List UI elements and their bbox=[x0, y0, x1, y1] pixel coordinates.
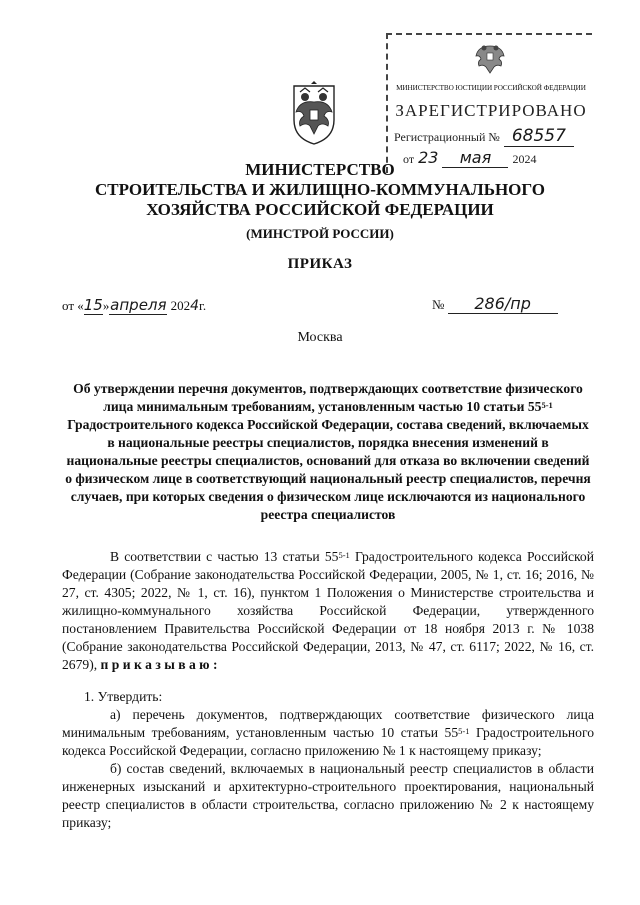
document-type: ПРИКАЗ bbox=[287, 256, 353, 272]
order-date-day: 15 bbox=[83, 296, 103, 314]
order-date-year-hand: 4 bbox=[190, 298, 200, 314]
coat-of-arms-emblem bbox=[286, 80, 342, 146]
order-number-value: 286/пр bbox=[448, 294, 558, 314]
preamble-part1: В соответствии с частью 13 статьи 55 bbox=[110, 549, 339, 564]
order-subject bbox=[62, 380, 594, 524]
ministry-short-name: (МИНСТРОЙ РОССИИ) bbox=[246, 226, 394, 241]
subject-part2: Градостроительного кодекса Российской Федерации, состава сведений, включаемых в национальные реестры специалистов, порядка внесения изменений в национальные реестры специалистов, оснований для отказа во включении сведений о физическом лице в соответствующий национальный реестр специалистов, перечня случаев, при которых сведения о физическом лице исключаются из национального реестра специалистов bbox=[65, 417, 591, 522]
item-approve: 1. Утвердить: bbox=[84, 689, 163, 704]
order-date bbox=[62, 296, 206, 315]
stamp-registration-number bbox=[394, 126, 594, 147]
order-preamble bbox=[62, 548, 594, 674]
ministry-title bbox=[40, 160, 600, 220]
stamp-number-label: Регистрационный № bbox=[394, 130, 500, 144]
stamp-registered-label: ЗАРЕГИСТРИРОВАНО bbox=[395, 101, 587, 120]
stamp-number-value: 68557 bbox=[504, 126, 574, 147]
item-a-sup: 5-1 bbox=[458, 726, 470, 736]
stamp-ministry-name: МИНИСТЕРСТВО ЮСТИЦИИ РОССИЙСКОЙ ФЕДЕРАЦИИ bbox=[396, 84, 586, 92]
stamp-date-year: 2024 bbox=[512, 152, 537, 166]
preamble-part2: Градостроительного кодекса Российской Федерации (Собрание законодательства Российской Федерации, 2005, № 1, ст. 16; 2016, № 27, ст. 4305; 2022, № 1, ст. 16), пунктом 1 Положения о Министерстве строительства и жилищно-коммунального хозяйства Российской Федерации, утвержденного постановлением Правительства Российской Федерации от 18 ноября 2013 г. № 1038 (Собрание законодательства Российской Федерации, 2013, № 47, ст. 6117; 2022, № 16, ст. 2679), bbox=[62, 549, 594, 672]
order-items bbox=[62, 688, 594, 832]
item-b: б) состав сведений, включаемых в национальный реестр специалистов в области инженерных изысканий и архитектурно-строительного проектирования, национальный реестр специалистов в области строительства, согласно приложению № 2 к настоящему приказу; bbox=[62, 761, 594, 830]
ministry-title-line2: СТРОИТЕЛЬСТВА И ЖИЛИЩНО-КОММУНАЛЬНОГО bbox=[94, 180, 546, 199]
order-date-suffix: г. bbox=[199, 298, 207, 313]
order-number-prefix: № bbox=[432, 297, 445, 312]
ministry-title-line3: ХОЗЯЙСТВА РОССИЙСКОЙ ФЕДЕРАЦИИ bbox=[146, 200, 494, 219]
order-date-year-prefix: 202 bbox=[170, 298, 191, 313]
order-date-month: апреля bbox=[110, 296, 167, 314]
order-number bbox=[432, 294, 558, 314]
stamp-date-prefix: от bbox=[403, 152, 415, 166]
stamp-date-day: 23 bbox=[418, 148, 439, 167]
stamp-emblem-icon bbox=[470, 40, 510, 80]
stamp-date-month: мая bbox=[442, 148, 508, 168]
preamble-sup: 5-1 bbox=[338, 550, 350, 560]
order-date-prefix: от « bbox=[62, 298, 84, 313]
subject-part1: Об утверждении перечня документов, подтверждающих соответствие физического лица минимальным требованиям, установленным частью 10 статьи 55 bbox=[73, 381, 583, 414]
subject-sup: 5-1 bbox=[541, 400, 553, 410]
city: Москва bbox=[297, 330, 343, 345]
order-date-mid: » bbox=[102, 298, 110, 313]
item-a-part2: Градостроительного кодекса Российской Федерации, согласно приложению № 1 к настоящему приказу; bbox=[62, 725, 594, 758]
ministry-title-line1: МИНИСТЕРСТВО bbox=[245, 160, 395, 179]
preamble-decree: п р и к а з ы в а ю : bbox=[100, 657, 218, 672]
item-a-part1: а) перечень документов, подтверждающих соответствие физического лица минимальным требованиям, установленным частью 10 статьи 55 bbox=[62, 707, 594, 740]
